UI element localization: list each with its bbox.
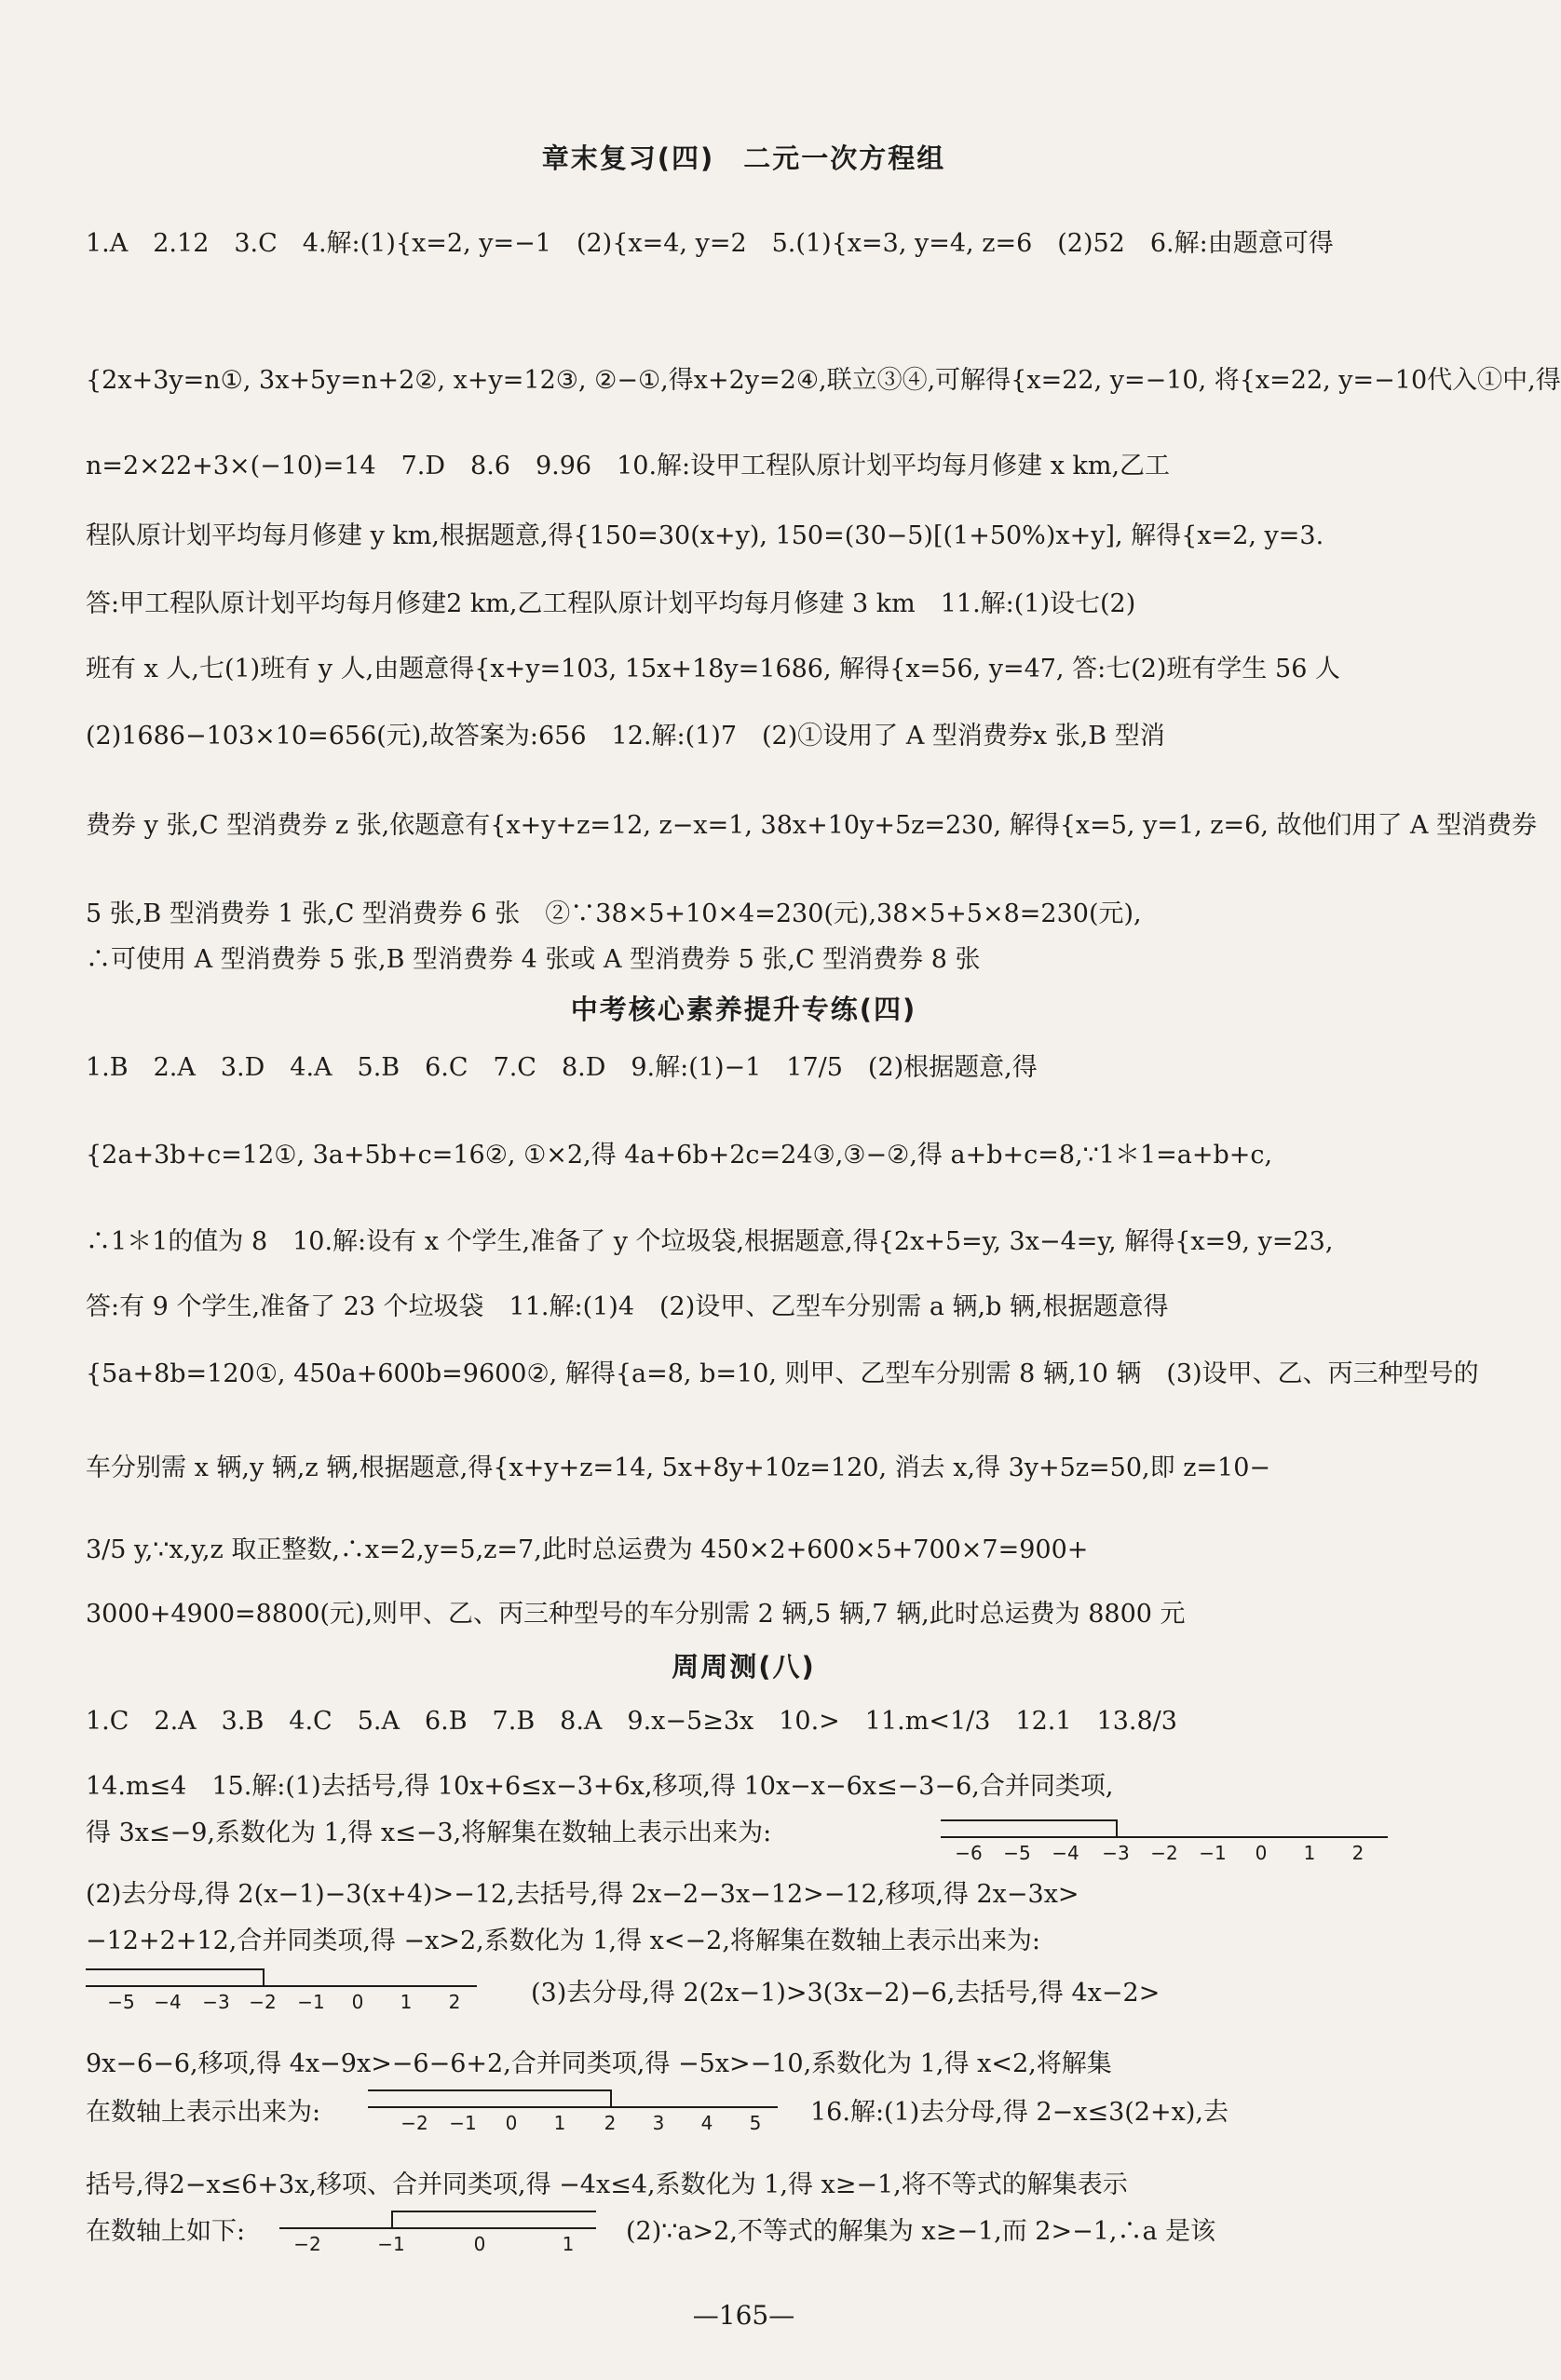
tick-label: 3 — [652, 2112, 665, 2134]
tick-label: −4 — [1052, 1842, 1079, 1864]
tick-label: −4 — [154, 1991, 182, 2013]
text-line: 1.A 2.12 3.C 4.解:(1){x=2, y=−1 (2){x=4, y=2 5.(1){x=3, y=4, z=6 (2)52 6.解:由题意可得 — [86, 229, 1334, 258]
tick-label: 1 — [1303, 1842, 1316, 1864]
text-line: 答:甲工程队原计划平均每月修建2 km,乙工程队原计划平均每月修建 3 km 11.解:(1)设七(2) — [86, 589, 1136, 618]
text-line: (2)去分母,得 2(x−1)−3(x+4)>−12,去括号,得 2x−2−3x−12>−12,移项,得 2x−3x> — [86, 1880, 1079, 1909]
tick-label: −1 — [449, 2112, 477, 2134]
text-line: ∴可使用 A 型消费券 5 张,B 型消费券 4 张或 A 型消费券 5 张,C 型消费券 8 张 — [86, 945, 981, 974]
tick-label: −2 — [1150, 1842, 1178, 1864]
text-line: n=2×22+3×(−10)=14 7.D 8.6 9.96 10.解:设甲工程队原计划平均每月修建 x km,乙工 — [86, 452, 1171, 480]
tick-label: −5 — [1003, 1842, 1031, 1864]
number-line-3 — [368, 2076, 778, 2142]
text-line: 1.C 2.A 3.B 4.C 5.A 6.B 7.B 8.A 9.x−5≥3x 10.> 11.m<1/3 12.1 13.8/3 — [86, 1707, 1177, 1736]
tick-label: 2 — [604, 2112, 617, 2134]
page-number: —165— — [692, 2300, 795, 2331]
tick-label: 1 — [400, 1991, 413, 2013]
tick-label: 2 — [1351, 1842, 1364, 1864]
text-line: 程队原计划平均每月修建 y km,根据题意,得{150=30(x+y), 150=(30−5)[(1+50%)x+y], 解得{x=2, y=3. — [86, 521, 1324, 550]
tick-label: 5 — [749, 2112, 762, 2134]
text-line: 3000+4900=8800(元),则甲、乙、丙三种型号的车分别需 2 辆,5 辆,7 辆,此时总运费为 8800 元 — [86, 1600, 1186, 1629]
text-line: 在数轴上表示出来为: — [86, 2098, 321, 2127]
text-line: 在数轴上如下: — [86, 2217, 246, 2246]
text-line: (2)1686−103×10=656(元),故答案为:656 12.解:(1)7 (2)①设用了 A 型消费券x 张,B 型消 — [86, 722, 1165, 751]
section-heading-practice: 中考核心素养提升专练(四) — [570, 994, 917, 1025]
tick-label: −2 — [249, 1991, 277, 2013]
tick-label: 0 — [1255, 1842, 1268, 1864]
text-line: 14.m≤4 15.解:(1)去括号,得 10x+6≤x−3+6x,移项,得 10x−x−6x≤−3−6,合并同类项, — [86, 1772, 1114, 1801]
tick-label: 0 — [505, 2112, 518, 2134]
text-line: (2)∵a>2,不等式的解集为 x≥−1,而 2>−1,∴a 是该 — [626, 2217, 1216, 2246]
number-line-2 — [86, 1955, 477, 2021]
tick-label: −1 — [1199, 1842, 1227, 1864]
tick-label: −2 — [293, 2233, 321, 2255]
number-line-1 — [941, 1806, 1388, 1872]
text-line: 16.解:(1)去分母,得 2−x≤3(2+x),去 — [810, 2098, 1228, 2127]
tick-label: −1 — [297, 1991, 325, 2013]
text-line: {2a+3b+c=12①, 3a+5b+c=16②, ①×2,得 4a+6b+2c=24③,③−②,得 a+b+c=8,∵1＊1=a+b+c, — [86, 1141, 1273, 1170]
tick-label: 2 — [448, 1991, 461, 2013]
section-heading-review: 章末复习(四) 二元一次方程组 — [541, 142, 946, 174]
text-line: 括号,得2−x≤6+3x,移项、合并同类项,得 −4x≤4,系数化为 1,得 x≥−1,将不等式的解集表示 — [86, 2170, 1128, 2199]
text-line: ∴1＊1的值为 8 10.解:设有 x 个学生,准备了 y 个垃圾袋,根据题意,得{2x+5=y, 3x−4=y, 解得{x=9, y=23, — [86, 1227, 1334, 1256]
tick-label: −6 — [955, 1842, 983, 1864]
text-line: 1.B 2.A 3.D 4.A 5.B 6.C 7.C 8.D 9.解:(1)−1 17/5 (2)根据题意,得 — [86, 1053, 1038, 1082]
text-line: (3)去分母,得 2(2x−1)>3(3x−2)−6,去括号,得 4x−2> — [531, 1979, 1161, 2008]
text-line: 费券 y 张,C 型消费券 z 张,依题意有{x+y+z=12, z−x=1, 38x+10y+5z=230, 解得{x=5, y=1, z=6, 故他们用了 A 型消费券 — [86, 811, 1538, 840]
text-line: {2x+3y=n①, 3x+5y=n+2②, x+y=12③, ②−①,得x+2y=2④,联立③④,可解得{x=22, y=−10, 将{x=22, y=−10代入①中,得 — [86, 366, 1561, 395]
tick-label: 1 — [553, 2112, 566, 2134]
text-line: 3/5 y,∵x,y,z 取正整数,∴x=2,y=5,z=7,此时总运费为 450×2+600×5+700×7=900+ — [86, 1535, 1089, 1564]
tick-label: 1 — [562, 2233, 575, 2255]
tick-label: −2 — [400, 2112, 428, 2134]
text-line: {5a+8b=120①, 450a+600b=9600②, 解得{a=8, b=10, 则甲、乙型车分别需 8 辆,10 辆 (3)设甲、乙、丙三种型号的 — [86, 1359, 1479, 1388]
tick-label: 0 — [473, 2233, 486, 2255]
text-line: 5 张,B 型消费券 1 张,C 型消费券 6 张 ②∵38×5+10×4=230(元),38×5+5×8=230(元), — [86, 899, 1142, 928]
section-heading-weekly: 周周测(八) — [672, 1651, 816, 1683]
text-line: 答:有 9 个学生,准备了 23 个垃圾袋 11.解:(1)4 (2)设甲、乙型车分别需 a 辆,b 辆,根据题意得 — [86, 1292, 1169, 1321]
text-line: 得 3x≤−9,系数化为 1,得 x≤−3,将解集在数轴上表示出来为: — [86, 1819, 772, 1847]
text-line: 9x−6−6,移项,得 4x−9x>−6−6+2,合并同类项,得 −5x>−10,系数化为 1,得 x<2,将解集 — [86, 2049, 1112, 2078]
text-line: −12+2+12,合并同类项,得 −x>2,系数化为 1,得 x<−2,将解集在数轴上表示出来为: — [86, 1927, 1040, 1955]
tick-label: −3 — [202, 1991, 230, 2013]
tick-label: 0 — [351, 1991, 364, 2013]
text-line: 车分别需 x 辆,y 辆,z 辆,根据题意,得{x+y+z=14, 5x+8y+10z=120, 消去 x,得 3y+5z=50,即 z=10− — [86, 1454, 1271, 1482]
tick-label: −5 — [107, 1991, 135, 2013]
tick-label: 4 — [700, 2112, 713, 2134]
text-line: 班有 x 人,七(1)班有 y 人,由题意得{x+y=103, 15x+18y=1686, 解得{x=56, y=47, 答:七(2)班有学生 56 人 — [86, 655, 1340, 683]
number-line-4 — [279, 2197, 596, 2263]
tick-label: −1 — [377, 2233, 405, 2255]
tick-label: −3 — [1102, 1842, 1130, 1864]
